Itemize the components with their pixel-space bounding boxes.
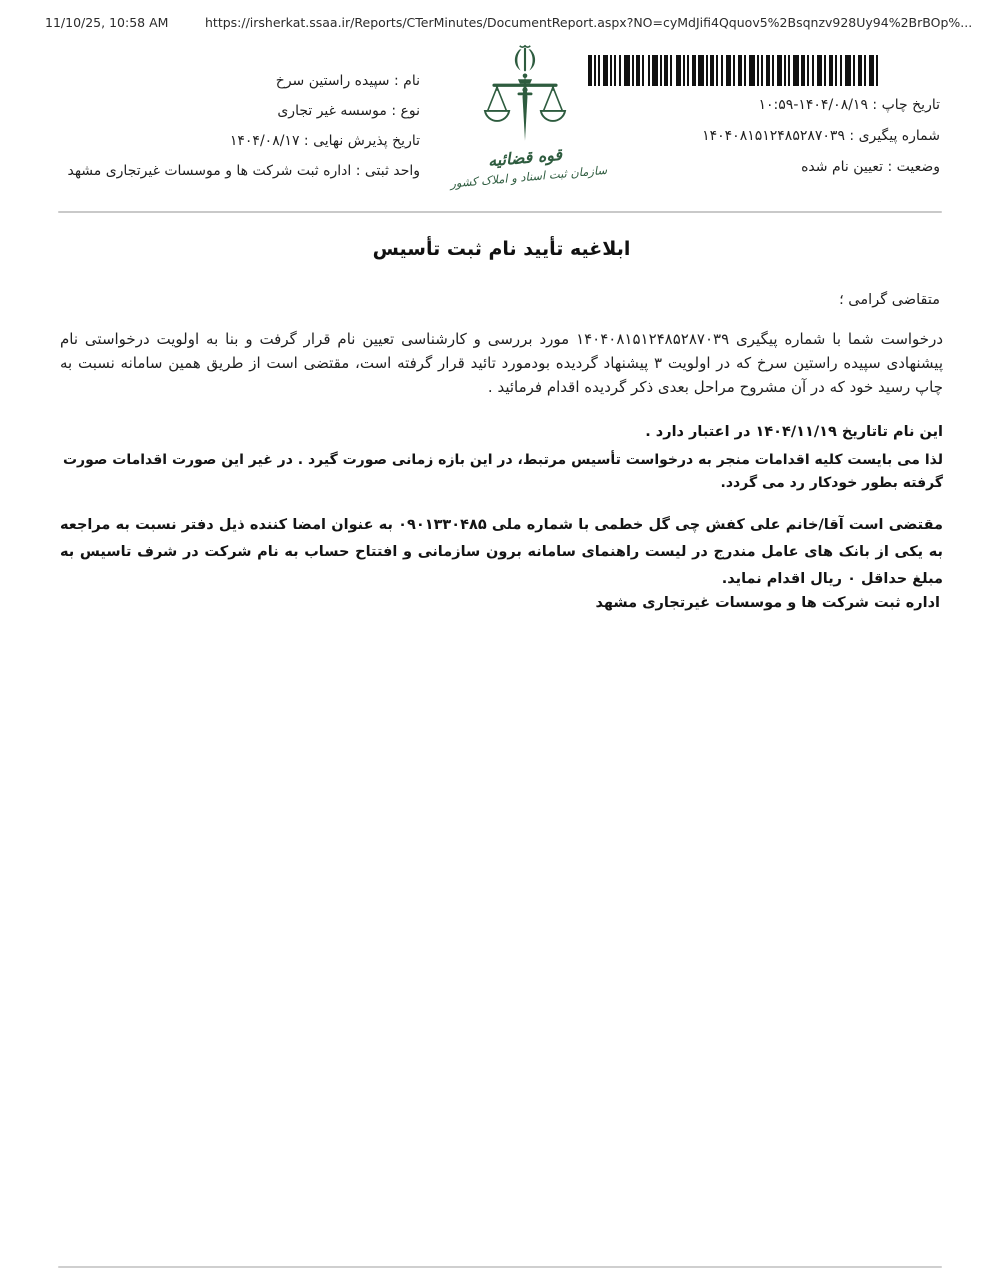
field-final-acceptance-date xyxy=(0,126,420,156)
field-value: تعیین نام شده xyxy=(801,159,883,175)
field-separator: : xyxy=(883,159,897,175)
field-label: شماره پیگیری xyxy=(858,128,940,144)
field-status xyxy=(620,152,940,183)
field-value: ۱۴۰۴/۰۸/۱۷ xyxy=(229,133,300,149)
field-tracking-number xyxy=(620,121,940,152)
request-paragraph: درخواست شما با شماره پیگیری ۱۴۰۴۰۸۱۵۱۲۴۸۵۲۸۷۰۳۹ مورد بررسی و کارشناسی تعیین نام قرار گرفت و بنا به اولویت درخواستی نام پیشنهادی سپیده راستین سرخ که در اولویت ۳ پیشنهاد گردیده بودمورد تائید قرار گرفته است، مقتضی است از طریق همین سامانه نسبت به چاپ رسید خود که در آن مشروح مراحل بعدی ذکر گردیده اقدام فرمائید . xyxy=(60,330,943,396)
barcode-icon xyxy=(588,55,878,86)
header-left-fields xyxy=(0,66,420,186)
validity-note-line: لذا می بایست کلیه اقدامات منجر به درخواست تأسیس مرتبط، در این بازه زمانی صورت گیرد . در غیر این صورت اقدامات صورت گرفته بطور خودکار رد می گردد. xyxy=(62,452,943,491)
print-timestamp: 11/10/25, 10:58 AM xyxy=(45,15,169,30)
organization-name-line2: سازمان ثبت اسناد و املاک کشور xyxy=(449,162,608,191)
field-type xyxy=(0,96,420,126)
field-name xyxy=(0,66,420,96)
print-url: https://irsherkat.ssaa.ir/Reports/CTerMinutes/DocumentReport.aspx?NO=cyMdJifi4Qquov5%2Bsqnzv928Uy94%2BrBOp%... xyxy=(205,15,973,30)
field-separator: : xyxy=(389,73,404,89)
field-print-date xyxy=(620,90,940,121)
field-registration-unit xyxy=(0,156,420,186)
field-value: ۱۴۰۴/۰۸/۱۹-۱۰:۵۹ xyxy=(758,97,868,113)
salutation: متقاضی گرامی ؛ xyxy=(839,292,940,308)
field-value: موسسه غیر تجاری xyxy=(277,103,387,119)
bank-instruction-paragraph: مقتضی است آقا/خانم علی کفش چی گل خطمی با شماره ملی ۰۹۰۱۳۳۰۴۸۵ به عنوان امضا کننده ذیل دفتر نسبت به مراجعه به یکی از بانک های عامل مندرج در لیست راهنمای سامانه برون سازمانی و افتتاح حساب به نام شرکت در شرف تاسیس به مبلغ حداقل ۰ ریال اقدام نماید. xyxy=(60,517,943,587)
document-title: ابلاغیه تأیید نام ثبت تأسیس xyxy=(372,238,631,260)
header-divider xyxy=(58,211,942,213)
field-separator: : xyxy=(299,133,314,149)
field-value: سپیده راستین سرخ xyxy=(275,73,390,89)
organization-logo xyxy=(449,44,608,191)
validity-date-line: این نام تاتاریخ ۱۴۰۴/۱۱/۱۹ در اعتبار دارد . xyxy=(645,424,943,440)
field-separator: : xyxy=(386,103,401,119)
issuing-office-signature: اداره ثبت شرکت ها و موسسات غیرتجاری مشهد xyxy=(595,595,940,611)
field-value: ۱۴۰۴۰۸۱۵۱۲۴۸۵۲۸۷۰۳۹ xyxy=(702,128,845,144)
organization-name-line1: قوه قضائیه xyxy=(487,144,563,171)
field-label: تاریخ پذیرش نهایی xyxy=(313,133,420,149)
field-separator: : xyxy=(351,163,365,179)
page-bottom-edge xyxy=(58,1266,942,1269)
field-label: نام xyxy=(403,73,420,89)
header-right-fields xyxy=(620,90,940,183)
field-label: وضعیت xyxy=(896,159,940,175)
field-label: واحد ثبتی xyxy=(364,163,420,179)
field-separator: : xyxy=(867,97,882,113)
field-value: اداره ثبت شرکت ها و موسسات غیرتجاری مشهد xyxy=(67,163,352,179)
judiciary-scales-emblem-icon xyxy=(481,44,569,148)
field-label: تاریخ چاپ xyxy=(881,97,940,113)
field-label: نوع xyxy=(400,103,420,119)
field-separator: : xyxy=(844,128,859,144)
